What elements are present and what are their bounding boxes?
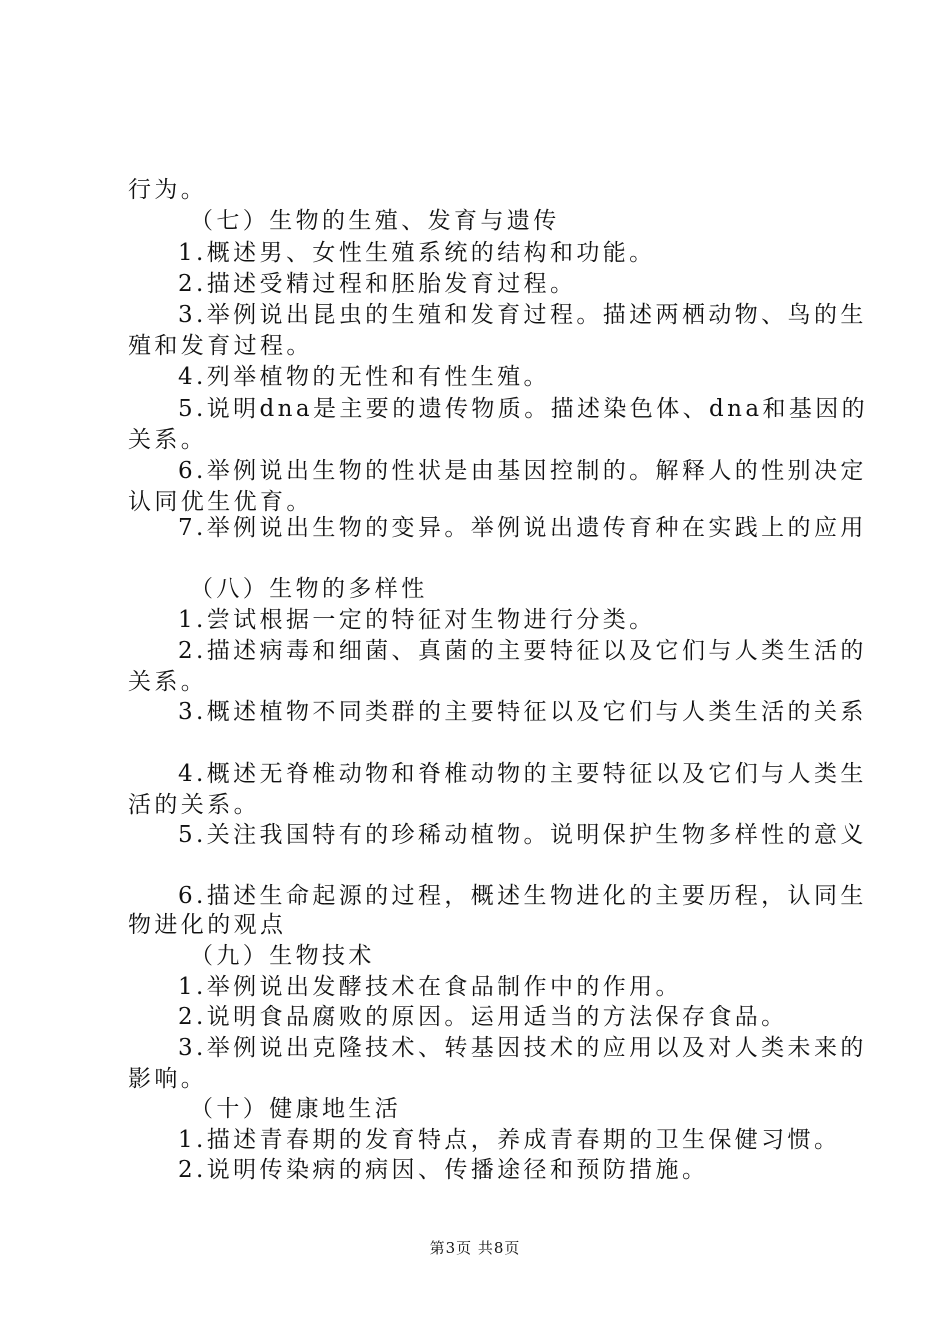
text-line: 3.概述植物不同类群的主要特征以及它们与人类生活的关系 [178,699,867,725]
text-line: 1.举例说出发酵技术在食品制作中的作用。 [178,974,682,1000]
section-heading: （十）健康地生活 [190,1096,402,1122]
section-heading: （九）生物技术 [190,943,375,969]
text-line: 6.描述生命起源的过程，概述生物进化的主要历程，认同生 [178,883,867,909]
text-line: 4.概述无脊椎动物和脊椎动物的主要特征以及它们与人类生 [178,761,867,787]
section-heading: （八）生物的多样性 [190,576,428,602]
text-line: 5.关注我国特有的珍稀动植物。说明保护生物多样性的意义 [178,822,867,848]
text-line: 1.描述青春期的发育特点，养成青春期的卫生保健习惯。 [178,1127,841,1153]
text-line: 6.举例说出生物的性状是由基因控制的。解释人的性别决定 [178,458,867,484]
text-line: 3.举例说出克隆技术、转基因技术的应用以及对人类未来的 [178,1035,867,1061]
text-line: 1.尝试根据一定的特征对生物进行分类。 [178,607,656,633]
text-line: 4.列举植物的无性和有性生殖。 [178,364,550,390]
text-line: 1.概述男、女性生殖系统的结构和功能。 [178,240,656,266]
text-line: 认同优生优育。 [128,489,313,515]
text-line: 2.说明传染病的病因、传播途径和预防措施。 [178,1157,709,1183]
page-number-footer: 第3页 共8页 [429,1239,521,1257]
section-heading: （七）生物的生殖、发育与遗传 [190,208,560,234]
text-line: 3.举例说出昆虫的生殖和发育过程。描述两栖动物、鸟的生 [178,302,867,328]
text-line: 2.描述受精过程和胚胎发育过程。 [178,271,577,297]
text-line: 殖和发育过程。 [128,333,313,359]
text-line: 行为。 [128,177,208,203]
text-line: 2.描述病毒和细菌、真菌的主要特征以及它们与人类生活的 [178,638,867,664]
text-line: 2.说明食品腐败的原因。运用适当的方法保存食品。 [178,1004,788,1030]
text-line: 5.说明dna是主要的遗传物质。描述染色体、dna和基因的 [178,396,869,422]
text-line: 7.举例说出生物的变异。举例说出遗传育种在实践上的应用 [178,515,867,541]
text-line: 物进化的观点 [128,912,287,938]
text-line: 活的关系。 [128,792,260,818]
text-line: 影响。 [128,1066,208,1092]
text-line: 关系。 [128,427,208,453]
text-line: 关系。 [128,669,208,695]
